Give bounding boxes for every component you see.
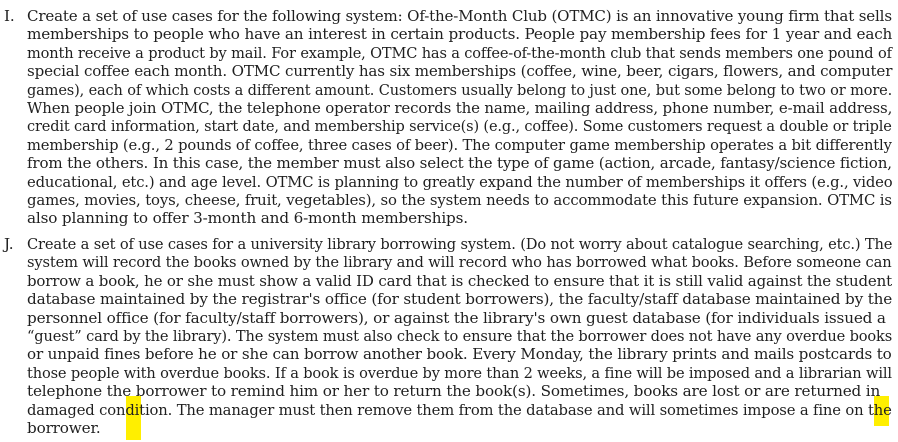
paragraph-line: Create a set of use cases for the following system: Of-the-Month Club (OTMC) is an innovative young firm that sells <box>27 7 892 25</box>
paragraph-line: borrow a book, he or she must show a valid ID card that is checked to ensure that it is still valid against the student <box>27 271 892 290</box>
paragraph-line: system will record the books owned by the library and will record who has borrowed what books. Before someone can <box>27 253 892 272</box>
paragraph-line: damaged condition. The manager must then remove them from the database and will sometimes impose a fine on the <box>27 400 892 419</box>
paragraph-line: month receive a product by mail. For example, OTMC has a coffee-of-the-month club that sends members one pound of <box>27 43 892 62</box>
paragraph-line: “guest” card by the library). The system must also check to ensure that the borrower does not have any overdue books <box>27 327 893 345</box>
paragraph-line: membership (e.g., 2 pounds of coffee, three cases of beer). The computer game membership operates a bit differently <box>27 135 892 154</box>
paragraph-line: also planning to offer 3-month and 6-month memberships. <box>27 209 468 228</box>
paragraph-line: borrower. <box>27 419 101 437</box>
paragraph-line: from the others. In this case, the member must also select the type of game (action, arcade, fantasy/science fiction, <box>27 154 892 173</box>
paragraph-line: or unpaid fines before he or she can borrow another book. Every Monday, the library prints and mails postcards to <box>27 345 892 364</box>
paragraph-line: personnel office (for faculty/staff borrowers), or against the library's own guest database (for individuals issued a <box>27 308 886 327</box>
item-marker: I. <box>4 7 15 25</box>
paragraph-line: credit card information, start date, and membership service(s) (e.g., coffee). Some customers request a double or triple <box>27 117 892 136</box>
paragraph-line: When people join OTMC, the telephone operator records the name, mailing address, phone number, e-mail address, <box>27 99 893 117</box>
paragraph-line: memberships to people who have an interest in certain products. People pay membership fees for 1 year and each <box>27 25 893 44</box>
paragraph-line: games), each of which costs a different amount. Customers usually belong to just one, but some belong to two or more. <box>27 80 893 99</box>
paragraph-line: special coffee each month. OTMC currently has six memberships (coffee, wine, beer, cigars, flowers, and computer <box>27 62 893 81</box>
paragraph-line: database maintained by the registrar's office (for student borrowers), the faculty/staff database maintained by the <box>27 290 893 309</box>
paragraph-line: games, movies, toys, cheese, fruit, vegetables), so the system needs to accommodate this future expansion. OTMC is <box>27 191 892 209</box>
paragraph-line: telephone the borrower to remind him or her to return the book(s). Sometimes, books are lost or are returned in <box>27 382 881 401</box>
paragraph-line: Create a set of use cases for a university library borrowing system. (Do not worry about catalogue searching, etc.) The <box>27 235 893 253</box>
paragraph-line: educational, etc.) and age level. OTMC is planning to greatly expand the number of memberships it offers (e.g., video <box>27 172 893 191</box>
paragraph-line: those people with overdue books. If a book is overdue by more than 2 weeks, a fine will be imposed and a librarian will <box>27 363 892 382</box>
item-marker: J. <box>4 235 14 253</box>
